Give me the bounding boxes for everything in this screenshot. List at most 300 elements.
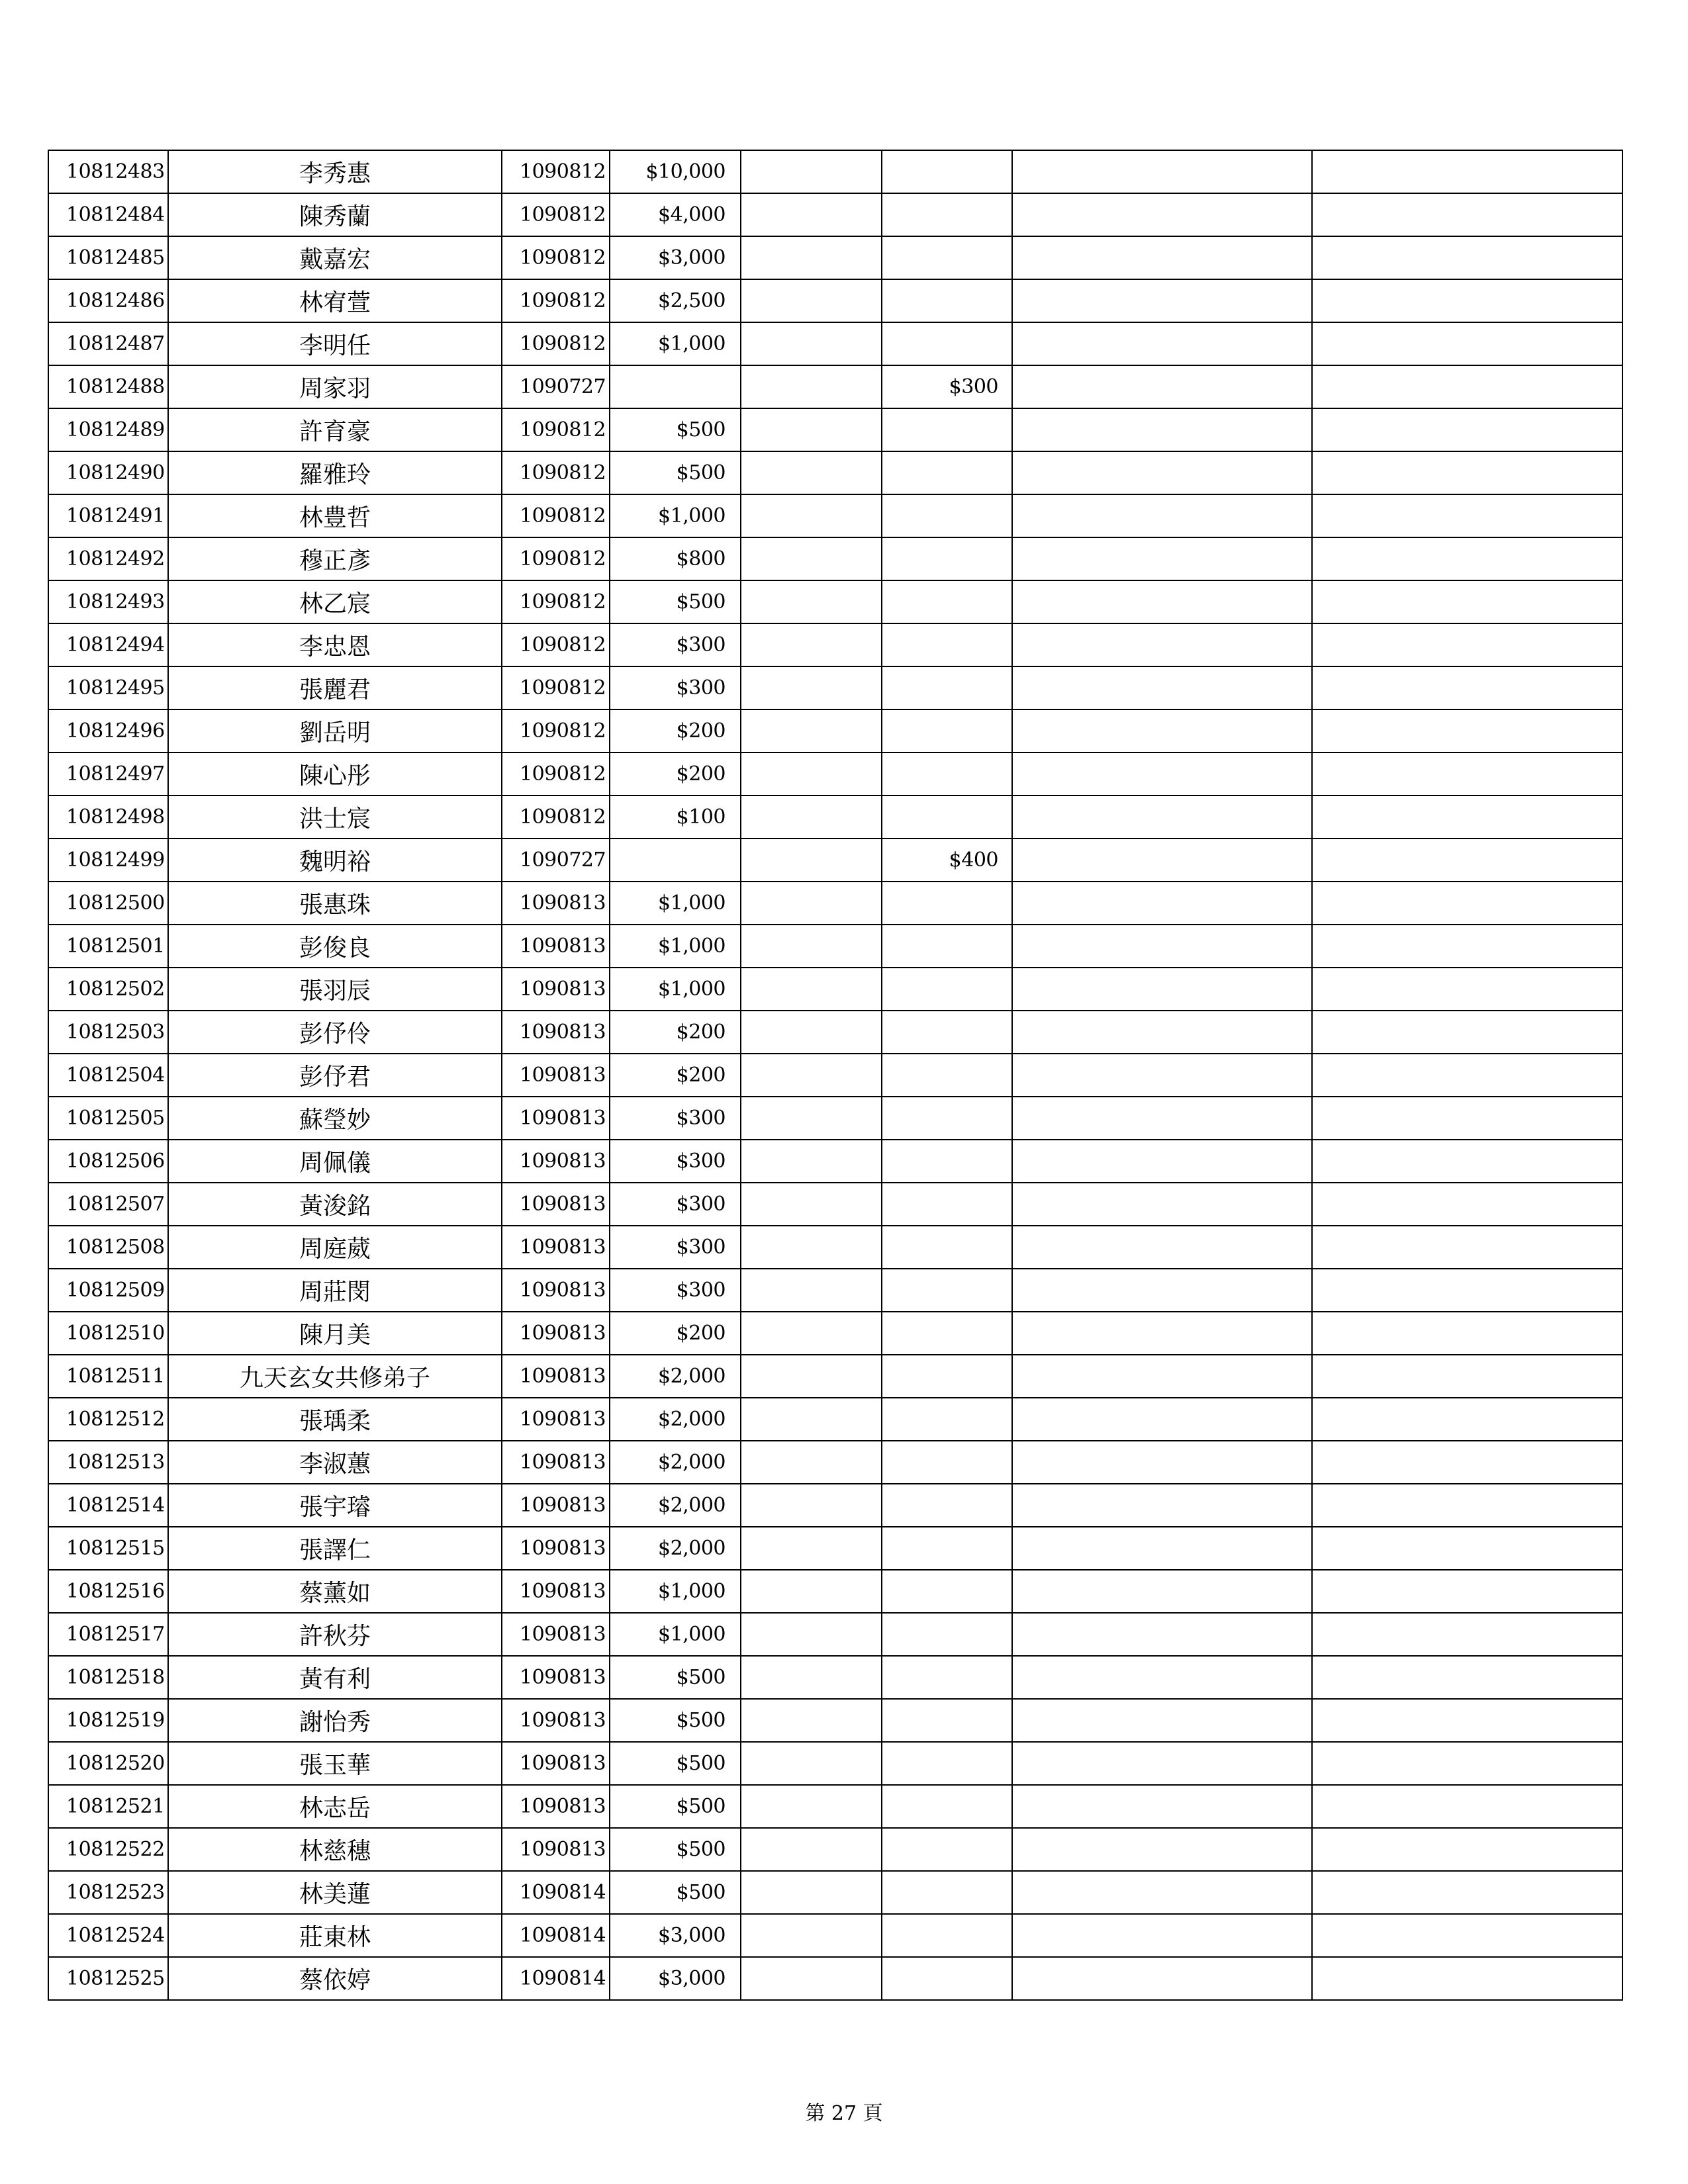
cell-empty [1012,709,1312,752]
cell-amount: $2,000 [610,1441,741,1484]
cell-date: 1090727 [502,365,610,408]
cell-name: 周家羽 [168,365,502,408]
cell-amount-alt [882,1441,1012,1484]
cell-name: 張瑀柔 [168,1398,502,1441]
cell-empty [741,1699,882,1742]
cell-empty [1012,796,1312,839]
cell-amount-alt [882,1570,1012,1613]
table-row [48,408,1622,451]
cell-amount-alt [882,494,1012,537]
cell-empty [1312,796,1622,839]
cell-amount: $500 [610,1828,741,1871]
cell-empty [741,236,882,279]
cell-name: 林慈穗 [168,1828,502,1871]
cell-amount: $500 [610,1785,741,1828]
cell-name: 周佩儀 [168,1140,502,1183]
cell-empty [741,1441,882,1484]
cell-amount: $500 [610,1742,741,1785]
cell-empty [1312,279,1622,322]
cell-amount: $1,000 [610,1613,741,1656]
table-row [48,623,1622,666]
cell-id: 10812486 [48,279,168,322]
cell-amount-alt [882,1054,1012,1097]
table-row [48,537,1622,580]
cell-empty [1012,193,1312,236]
cell-empty [1012,1484,1312,1527]
cell-id: 10812504 [48,1054,168,1097]
cell-name: 張羽辰 [168,968,502,1011]
cell-empty [1012,408,1312,451]
cell-empty [1012,623,1312,666]
cell-amount-alt [882,408,1012,451]
cell-date: 1090813 [502,1011,610,1054]
cell-id: 10812512 [48,1398,168,1441]
table-body [48,150,1622,2000]
table-row [48,150,1622,193]
cell-empty [741,537,882,580]
cell-amount-alt [882,709,1012,752]
cell-id: 10812492 [48,537,168,580]
table-row [48,1656,1622,1699]
cell-amount-alt [882,150,1012,193]
table-row [48,1441,1622,1484]
cell-empty [1012,580,1312,623]
cell-amount-alt [882,1011,1012,1054]
cell-empty [1312,1054,1622,1097]
cell-empty [1312,1097,1622,1140]
cell-name: 彭伃君 [168,1054,502,1097]
cell-amount [610,839,741,882]
cell-id: 10812487 [48,322,168,365]
cell-date: 1090813 [502,1140,610,1183]
cell-empty [741,1398,882,1441]
cell-date: 1090812 [502,796,610,839]
cell-amount-alt [882,1355,1012,1398]
cell-empty [1012,666,1312,709]
table-row [48,1398,1622,1441]
table-row [48,1355,1622,1398]
cell-empty [741,1742,882,1785]
cell-name: 九天玄女共修弟子 [168,1355,502,1398]
table-row [48,279,1622,322]
cell-id: 10812507 [48,1183,168,1226]
cell-empty [1012,322,1312,365]
table-row [48,451,1622,494]
cell-date: 1090812 [502,451,610,494]
table-row [48,1742,1622,1785]
cell-empty [1012,1613,1312,1656]
cell-empty [741,1484,882,1527]
cell-empty [741,494,882,537]
cell-date: 1090813 [502,968,610,1011]
cell-id: 10812511 [48,1355,168,1398]
cell-empty [1012,1054,1312,1097]
cell-empty [741,279,882,322]
cell-amount-alt [882,537,1012,580]
cell-empty [741,1527,882,1570]
cell-amount: $300 [610,1269,741,1312]
cell-name: 張宇璿 [168,1484,502,1527]
cell-name: 蘇瑩妙 [168,1097,502,1140]
cell-id: 10812509 [48,1269,168,1312]
cell-empty [1012,1269,1312,1312]
cell-amount-alt [882,1269,1012,1312]
cell-empty [741,1183,882,1226]
cell-amount-alt [882,1957,1012,2000]
cell-date: 1090813 [502,1312,610,1355]
cell-empty [741,1570,882,1613]
cell-name: 林豊哲 [168,494,502,537]
table-row [48,494,1622,537]
cell-amount: $1,000 [610,968,741,1011]
cell-id: 10812522 [48,1828,168,1871]
cell-amount-alt [882,236,1012,279]
cell-empty [741,968,882,1011]
cell-empty [1012,1785,1312,1828]
cell-amount-alt [882,796,1012,839]
cell-id: 10812519 [48,1699,168,1742]
cell-empty [1012,1570,1312,1613]
cell-amount-alt [882,279,1012,322]
cell-name: 戴嘉宏 [168,236,502,279]
cell-empty [741,1785,882,1828]
cell-amount: $300 [610,1097,741,1140]
cell-id: 10812494 [48,623,168,666]
cell-empty [1012,839,1312,882]
cell-empty [1312,1140,1622,1183]
cell-empty [1312,925,1622,968]
cell-empty [1012,1097,1312,1140]
cell-amount: $2,000 [610,1355,741,1398]
cell-empty [741,1011,882,1054]
cell-date: 1090813 [502,1570,610,1613]
cell-amount: $200 [610,1312,741,1355]
cell-empty [1012,882,1312,925]
table-row [48,968,1622,1011]
table-row [48,1097,1622,1140]
cell-amount: $200 [610,752,741,796]
cell-empty [1312,1312,1622,1355]
table-row [48,709,1622,752]
cell-empty [741,1226,882,1269]
cell-date: 1090812 [502,666,610,709]
cell-empty [1312,1613,1622,1656]
cell-amount: $100 [610,796,741,839]
table-row [48,1570,1622,1613]
cell-empty [1012,1914,1312,1957]
cell-date: 1090813 [502,882,610,925]
cell-id: 10812515 [48,1527,168,1570]
cell-empty [1312,1398,1622,1441]
cell-empty [1312,1785,1622,1828]
cell-empty [741,1828,882,1871]
cell-name: 周莊閔 [168,1269,502,1312]
cell-date: 1090812 [502,279,610,322]
cell-date: 1090813 [502,1785,610,1828]
table-row [48,1828,1622,1871]
cell-empty [1312,623,1622,666]
cell-date: 1090813 [502,1484,610,1527]
cell-amount: $3,000 [610,1914,741,1957]
cell-empty [1312,1484,1622,1527]
cell-name: 許育豪 [168,408,502,451]
cell-name: 黃浚銘 [168,1183,502,1226]
cell-date: 1090814 [502,1957,610,2000]
cell-empty [741,451,882,494]
table-row [48,1914,1622,1957]
cell-empty [1312,1183,1622,1226]
cell-name: 穆正彥 [168,537,502,580]
cell-amount: $500 [610,580,741,623]
cell-id: 10812498 [48,796,168,839]
page-number: 第 27 頁 [805,2102,883,2125]
cell-amount-alt [882,666,1012,709]
cell-amount-alt: $300 [882,365,1012,408]
cell-amount: $2,000 [610,1484,741,1527]
cell-amount: $200 [610,1054,741,1097]
cell-empty [741,839,882,882]
cell-id: 10812490 [48,451,168,494]
cell-empty [1312,1226,1622,1269]
cell-empty [741,1355,882,1398]
donation-table [48,150,1623,2001]
cell-empty [1012,1742,1312,1785]
cell-name: 李秀惠 [168,150,502,193]
cell-amount: $2,000 [610,1398,741,1441]
cell-amount-alt [882,451,1012,494]
cell-id: 10812506 [48,1140,168,1183]
cell-date: 1090812 [502,709,610,752]
table-row [48,752,1622,796]
cell-empty [1312,882,1622,925]
cell-id: 10812524 [48,1914,168,1957]
cell-empty [1312,1699,1622,1742]
table-row [48,925,1622,968]
table-row [48,1699,1622,1742]
cell-date: 1090812 [502,408,610,451]
cell-date: 1090814 [502,1914,610,1957]
cell-empty [741,925,882,968]
cell-id: 10812505 [48,1097,168,1140]
cell-amount-alt [882,623,1012,666]
cell-empty [1312,451,1622,494]
cell-id: 10812503 [48,1011,168,1054]
cell-date: 1090813 [502,1054,610,1097]
cell-name: 陳月美 [168,1312,502,1355]
cell-empty [1012,451,1312,494]
table-row [48,1226,1622,1269]
cell-empty [1012,1312,1312,1355]
cell-amount: $800 [610,537,741,580]
cell-name: 陳心彤 [168,752,502,796]
cell-amount: $1,000 [610,322,741,365]
cell-id: 10812488 [48,365,168,408]
cell-amount: $300 [610,1183,741,1226]
cell-date: 1090813 [502,1527,610,1570]
cell-amount-alt [882,1398,1012,1441]
cell-amount-alt [882,1527,1012,1570]
cell-name: 莊東林 [168,1914,502,1957]
cell-amount: $300 [610,666,741,709]
cell-id: 10812500 [48,882,168,925]
cell-amount: $500 [610,408,741,451]
cell-empty [1012,925,1312,968]
cell-empty [741,623,882,666]
cell-empty [1312,365,1622,408]
cell-date: 1090812 [502,752,610,796]
cell-name: 李忠恩 [168,623,502,666]
cell-empty [1012,1226,1312,1269]
cell-id: 10812489 [48,408,168,451]
cell-empty [741,1269,882,1312]
cell-empty [1312,193,1622,236]
cell-id: 10812520 [48,1742,168,1785]
cell-empty [1012,1398,1312,1441]
cell-id: 10812525 [48,1957,168,2000]
cell-name: 周庭葳 [168,1226,502,1269]
table-row [48,1183,1622,1226]
table-row [48,1011,1622,1054]
cell-name: 許秋芬 [168,1613,502,1656]
cell-id: 10812485 [48,236,168,279]
cell-empty [1012,365,1312,408]
cell-empty [1312,1269,1622,1312]
cell-id: 10812495 [48,666,168,709]
cell-date: 1090813 [502,1355,610,1398]
cell-empty [741,365,882,408]
cell-amount-alt [882,1613,1012,1656]
cell-amount: $500 [610,1871,741,1914]
cell-id: 10812497 [48,752,168,796]
cell-empty [741,322,882,365]
cell-date: 1090812 [502,537,610,580]
cell-amount: $300 [610,623,741,666]
cell-date: 1090813 [502,1097,610,1140]
cell-empty [1312,1656,1622,1699]
cell-empty [1012,1828,1312,1871]
cell-date: 1090813 [502,1742,610,1785]
table-row [48,580,1622,623]
cell-date: 1090813 [502,1613,610,1656]
table-row [48,236,1622,279]
cell-id: 10812502 [48,968,168,1011]
cell-date: 1090812 [502,580,610,623]
cell-amount-alt [882,1785,1012,1828]
cell-date: 1090812 [502,623,610,666]
cell-amount: $1,000 [610,882,741,925]
cell-empty [1312,494,1622,537]
cell-empty [741,1054,882,1097]
cell-amount-alt [882,1742,1012,1785]
cell-id: 10812518 [48,1656,168,1699]
cell-date: 1090813 [502,1398,610,1441]
cell-empty [1312,1914,1622,1957]
cell-amount: $300 [610,1226,741,1269]
cell-empty [741,666,882,709]
cell-amount-alt [882,1140,1012,1183]
cell-empty [1312,537,1622,580]
cell-empty [1312,1871,1622,1914]
cell-empty [1012,279,1312,322]
cell-id: 10812493 [48,580,168,623]
cell-empty [741,150,882,193]
cell-name: 蔡薰如 [168,1570,502,1613]
cell-empty [1012,494,1312,537]
cell-empty [1312,1742,1622,1785]
cell-amount [610,365,741,408]
cell-empty [1012,1011,1312,1054]
cell-amount: $1,000 [610,1570,741,1613]
table-row [48,365,1622,408]
cell-amount: $1,000 [610,494,741,537]
cell-empty [1012,1140,1312,1183]
cell-empty [741,1312,882,1355]
cell-id: 10812508 [48,1226,168,1269]
cell-date: 1090813 [502,1828,610,1871]
cell-empty [1012,1957,1312,2000]
cell-empty [1012,537,1312,580]
cell-id: 10812514 [48,1484,168,1527]
cell-id: 10812521 [48,1785,168,1828]
cell-empty [1012,968,1312,1011]
cell-name: 李明任 [168,322,502,365]
cell-id: 10812523 [48,1871,168,1914]
cell-amount-alt [882,1656,1012,1699]
cell-id: 10812491 [48,494,168,537]
cell-name: 林志岳 [168,1785,502,1828]
cell-amount-alt [882,968,1012,1011]
cell-id: 10812499 [48,839,168,882]
cell-empty [1312,1441,1622,1484]
cell-empty [741,1957,882,2000]
cell-empty [1012,1183,1312,1226]
cell-date: 1090813 [502,1183,610,1226]
cell-empty [741,1097,882,1140]
cell-id: 10812483 [48,150,168,193]
table-row [48,193,1622,236]
cell-date: 1090812 [502,150,610,193]
cell-empty [1312,839,1622,882]
cell-empty [741,1656,882,1699]
cell-amount-alt [882,1699,1012,1742]
cell-empty [1312,1011,1622,1054]
cell-name: 羅雅玲 [168,451,502,494]
cell-date: 1090727 [502,839,610,882]
cell-name: 李淑蕙 [168,1441,502,1484]
table-row [48,1312,1622,1355]
cell-empty [1312,1828,1622,1871]
cell-amount: $500 [610,1699,741,1742]
cell-amount-alt [882,1914,1012,1957]
cell-name: 黃有利 [168,1656,502,1699]
cell-amount: $200 [610,1011,741,1054]
cell-empty [1012,150,1312,193]
cell-name: 張麗君 [168,666,502,709]
cell-amount: $1,000 [610,925,741,968]
cell-name: 洪士宸 [168,796,502,839]
cell-amount-alt [882,752,1012,796]
cell-empty [741,882,882,925]
cell-amount-alt [882,882,1012,925]
cell-name: 林乙宸 [168,580,502,623]
table-row [48,839,1622,882]
cell-empty [741,193,882,236]
cell-amount-alt: $400 [882,839,1012,882]
cell-empty [1312,408,1622,451]
cell-empty [741,580,882,623]
cell-amount-alt [882,1097,1012,1140]
table-row [48,1269,1622,1312]
